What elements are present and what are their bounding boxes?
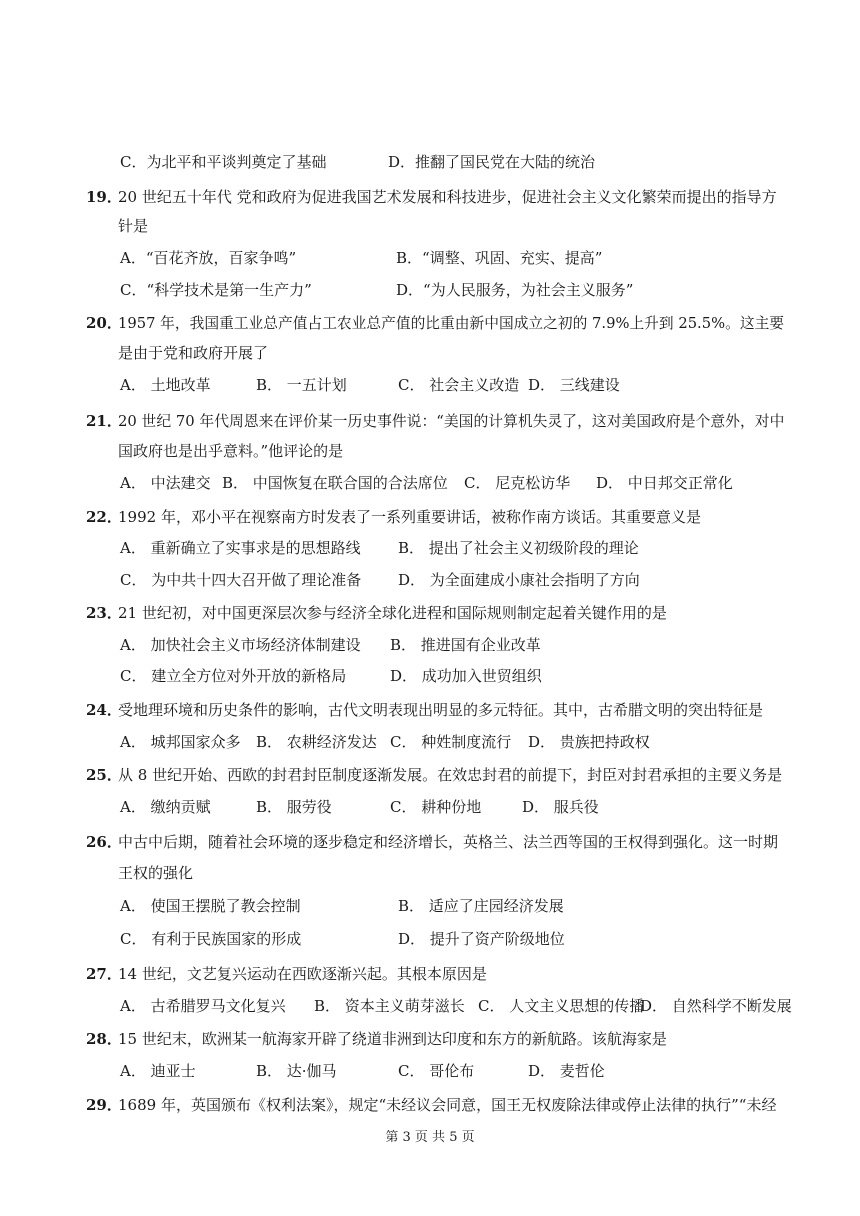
q24-option-c: C． 种姓制度流行 [390, 733, 512, 751]
q26-option-d: D． 提升了资产阶级地位 [398, 930, 565, 948]
q27-stem-line1: 14 世纪，文艺复兴运动在西欧逐渐兴起。其根本原因是 [118, 965, 487, 983]
q28-number: 28． [86, 1030, 122, 1048]
q22-stem-line1: 1992 年，邓小平在视察南方时发表了一系列重要讲话，被称作南方谈话。其重要意义是 [118, 508, 701, 526]
q27-option-d: D． 自然科学不断发展 [640, 997, 792, 1015]
q21-stem-line1: 20 世纪 70 年代周恩来在评价某一历史事件说：“美国的计算机失灵了，这对美国政府是个意外，对中 [118, 412, 785, 430]
q19-option-d: D．“为人民服务，为社会主义服务” [396, 281, 634, 299]
q21-option-a: A． 中法建交 [120, 474, 211, 492]
q19-option-b: B．“调整、巩固、充实、提高” [396, 249, 603, 267]
q20-option-c: C． 社会主义改造 [398, 376, 520, 394]
q20-number: 20． [86, 314, 122, 332]
q24-stem-line1: 受地理环境和历史条件的影响，古代文明表现出明显的多元特征。其中，古希腊文明的突出特征是 [118, 701, 764, 719]
q23-option-b: B． 推进国有企业改革 [390, 636, 541, 654]
q23-number: 23． [86, 604, 122, 622]
q27-option-b: B． 资本主义萌芽滋长 [314, 997, 465, 1015]
q22-option-a: A． 重新确立了实事求是的思想路线 [120, 539, 361, 557]
q27-option-a: A． 古希腊罗马文化复兴 [120, 997, 286, 1015]
q22-option-b: B． 提出了社会主义初级阶段的理论 [398, 539, 639, 557]
q27-option-c: C． 人文主义思想的传播 [478, 997, 645, 1015]
q26-option-a: A． 使国王摆脱了教会控制 [120, 897, 301, 915]
q28-option-d: D． 麦哲伦 [528, 1062, 605, 1080]
q21-stem-line2: 国政府也是出乎意料。”他评论的是 [118, 442, 344, 460]
q28-option-a: A． 迪亚士 [120, 1062, 196, 1080]
q21-option-b: B． 中国恢复在联合国的合法席位 [222, 474, 448, 492]
page-footer: 第 3 页 共 5 页 [385, 1130, 475, 1145]
q18-option-c: C．为北平和平谈判奠定了基础 [120, 153, 327, 171]
q25-stem-line1: 从 8 世纪开始、西欧的封君封臣制度逐渐发展。在效忠封君的前提下，封臣对封君承担的主要义务是 [118, 766, 783, 784]
q26-stem-line2: 王权的强化 [118, 864, 194, 882]
q25-option-b: B． 服劳役 [256, 798, 332, 816]
q26-stem-line1: 中古中后期，随着社会环境的逐步稳定和经济增长，英格兰、法兰西等国的王权得到强化。这一时期 [118, 833, 779, 851]
q24-option-d: D． 贵族把持政权 [528, 733, 650, 751]
q26-option-b: B． 适应了庄园经济发展 [398, 897, 564, 915]
q28-option-b: B． 达·伽马 [256, 1062, 337, 1080]
q22-option-c: C． 为中共十四大召开做了理论准备 [120, 571, 362, 589]
q23-option-c: C． 建立全方位对外开放的新格局 [120, 667, 347, 685]
q22-number: 22． [86, 508, 122, 526]
q25-option-a: A． 缴纳贡赋 [120, 798, 211, 816]
q19-option-a: A．“百花齐放，百家争鸣” [120, 249, 297, 267]
q22-option-d: D． 为全面建成小康社会指明了方向 [398, 571, 640, 589]
q21-option-c: C． 尼克松访华 [464, 474, 571, 492]
q18-option-d: D．推翻了国民党在大陆的统治 [388, 153, 596, 171]
q29-stem-line1: 1689 年，英国颁布《权利法案》，规定“未经议会同意，国王无权废除法律或停止法律的执行”“未经 [118, 1096, 777, 1114]
q23-stem-line1: 21 世纪初，对中国更深层次参与经济全球化进程和国际规则制定起着关键作用的是 [118, 604, 667, 622]
q20-stem-line2: 是由于党和政府开展了 [118, 344, 269, 362]
q25-option-d: D． 服兵役 [522, 798, 599, 816]
q26-number: 26． [86, 833, 122, 851]
q19-stem-line2: 针是 [118, 217, 149, 235]
q20-option-d: D． 三线建设 [528, 376, 620, 394]
q24-option-b: B． 农耕经济发达 [256, 733, 377, 751]
q19-option-c: C．“科学技术是第一生产力” [120, 281, 312, 299]
q25-option-c: C． 耕种份地 [390, 798, 482, 816]
q28-option-c: C． 哥伦布 [398, 1062, 475, 1080]
q21-number: 21． [86, 412, 122, 430]
q24-option-a: A． 城邦国家众多 [120, 733, 241, 751]
q23-option-a: A． 加快社会主义市场经济体制建设 [120, 636, 361, 654]
q19-stem-line1: 20 世纪五十年代 党和政府为促进我国艺术发展和科技进步，促进社会主义文化繁荣而提出的指导方 [118, 188, 777, 206]
q26-option-c: C． 有利于民族国家的形成 [120, 930, 302, 948]
q25-number: 25． [86, 766, 122, 784]
q20-option-a: A． 土地改革 [120, 376, 211, 394]
q27-number: 27． [86, 965, 122, 983]
q19-number: 19． [86, 188, 122, 206]
q28-stem-line1: 15 世纪末，欧洲某一航海家开辟了绕道非洲到达印度和东方的新航路。该航海家是 [118, 1030, 667, 1048]
q29-number: 29． [86, 1096, 122, 1114]
q20-option-b: B． 一五计划 [256, 376, 347, 394]
q24-number: 24． [86, 701, 122, 719]
q21-option-d: D． 中日邦交正常化 [596, 474, 733, 492]
q23-option-d: D． 成功加入世贸组织 [390, 667, 542, 685]
q20-stem-line1: 1957 年，我国重工业总产值占工农业总产值的比重由新中国成立之初的 7.9%上升到 25.5%。这主要 [118, 314, 785, 332]
